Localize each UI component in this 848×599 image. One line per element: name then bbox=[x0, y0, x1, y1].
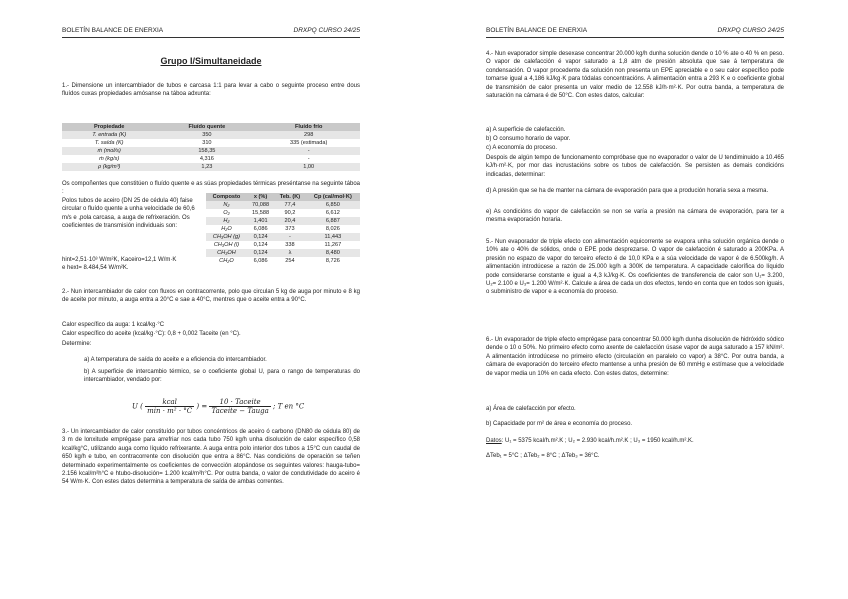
page-header bbox=[486, 26, 784, 38]
question-1-text-3: Polos tubos de aceiro (DN 25 de cédula 40) faise circular o fluído quente a unha velocidade de 60,6 m/s e ,pola carcasa, a auga de refrixeración. Os coeficientes de transmisión individuais son: bbox=[62, 198, 195, 230]
question-5-text: 5.- Nun evaporador de triple efecto con alimentación equicorrente se evapora unha solución orgánica dende o 10% ate o 40% de sólidos, onde o EPE pode desprezarse. O vapor de calefacción é saturado a 200KPa. A presión no espazo de vapor do terceiro efecto é de 10,0 KPa e a súa velocidade de vapor é de 6.500kg/h. A alimentación introdúcese a razón de 25.000 kg/h a 300K de temperatura. A capacidade calorífica do líquido pode considerarse constante e igual a 4,3 kJ/kg·K. Os coeficientes de transferencia de calor son U₁= 3.200, U₂= 2.100 e U₃= 1.200 W/m²·K. Calcule a área de cada un dos efectos, tendo en conta que en todos son iguais, o subministro de vapor e a economía do proceso. bbox=[486, 239, 784, 296]
formula-tail: ; T en °C bbox=[273, 402, 305, 411]
question-2-b: b) A superficie de intercambio térmico, se o coeficiente global U, para o rango de temperaturas do intercambiador, vendado por: bbox=[84, 369, 360, 384]
table-cell: 11,267 bbox=[324, 242, 342, 248]
table-header: x (%) bbox=[247, 193, 274, 201]
table-cell: H₂O bbox=[221, 226, 232, 232]
table-row bbox=[206, 233, 360, 241]
table-row bbox=[206, 249, 360, 257]
question-4-d: d) A presión que se ha de manter na cámara de evaporación para que a produción horaria sexa a mesma. bbox=[486, 188, 769, 194]
table-row bbox=[206, 241, 360, 249]
table-row bbox=[206, 209, 360, 217]
table-cell: 4,316 bbox=[199, 156, 214, 162]
question-4-text-2: Despois de algún tempo de funcionamento compróbase que no evaporador o valor de U tendiminuido a 10.465 kJ/h·m²·K, por mor das incrustacións sobre os tubos de calefacción. Se persisten as demais condicións indicadas, determinar: bbox=[486, 155, 784, 178]
table-cell: CH₃OH bbox=[206, 249, 247, 257]
question-1-coef-1: hint=2,51·10³ W/m²K, Kaceiro=12,1 W/m·K bbox=[62, 257, 177, 263]
table-cell: N₂ bbox=[206, 201, 247, 209]
table-row bbox=[206, 225, 360, 233]
table-header: Composto bbox=[206, 193, 247, 201]
header-left: BOLETÍN BALANCE DE ENERXIA bbox=[486, 27, 588, 34]
question-4-e: e) As condicións do vapor de calefacción se non se varía a presión na cámara de evaporación, para ter a mesma evaporación horaria. bbox=[486, 209, 784, 224]
table-cell: 77,4 bbox=[274, 201, 306, 209]
table-cell: 1,23 bbox=[156, 163, 257, 171]
table-cell: H₂ bbox=[206, 217, 247, 225]
question-4-c: c) A economía do proceso. bbox=[486, 145, 558, 151]
question-2-text: 2.- Nun intercambiador de calor con fluxos en contracorrente, polo que circulan 5 kg de auga por minuto e 8 kg de aceite por minuto, a auga entra a 20°C e sae a 40°C, mentres que o aceite entra a 90°C. bbox=[62, 289, 360, 304]
table-cell: 373 bbox=[285, 226, 295, 232]
question-3-text: 3.- Un intercambiador de calor constituído por tubos concéntricos de aceiro ó carbono (DN80 de cédula 80) de 3 m de lonxitude emprégase para arrefriar nos cada tubo 750 kg/h unha disolución de calor específico 0,58 kcal/kg°C, utilizando auga como líquido refrixerante. A auga entra polo interior dos tubos a 15°C cun caudal de 650 kg/h e tubo, en contracorrente con disolución que entra a 86°C. Nas condicións de operación se teñen determinado experimentalmente os coeficientes de convección atopándose os seguintes valores: hauga-tubo= 2.156 kcal/m²h°C e htubo-disolución= 1.200 kcal/m²h°C. Por outra banda, o valor de condutividade do aceiro é 54 W/m·K. Con estes datos determina a temperatura de saída de ambas correntes. bbox=[62, 429, 360, 486]
table-cell: - bbox=[307, 156, 310, 162]
table-row bbox=[62, 139, 360, 147]
formula-unit-num: kcal bbox=[145, 398, 194, 407]
table-cell: T. saída (K) bbox=[94, 140, 124, 146]
table-header: Propiedade bbox=[62, 123, 156, 131]
table-row bbox=[206, 201, 360, 209]
table-cell: ṁ (kg/s) bbox=[99, 156, 120, 162]
components-table bbox=[206, 193, 360, 265]
formula-num: 10 · Taceite bbox=[209, 398, 270, 407]
question-2-line-3: Calor específico do aceite (kcal/kg·°C): 0,8 + 0,002 Taceite (en °C). bbox=[62, 331, 241, 337]
table-cell: CH₂O bbox=[219, 258, 234, 264]
table-cell: 8,480 bbox=[306, 249, 360, 257]
page-header bbox=[62, 26, 360, 38]
table-cell: - bbox=[257, 147, 360, 155]
question-4-a: a) A superficie de calefacción. bbox=[486, 127, 566, 133]
question-4-b: b) O consumo horario de vapor. bbox=[486, 136, 571, 142]
table-row bbox=[62, 163, 360, 171]
question-6-a: a) Área de calefacción por efecto. bbox=[486, 406, 576, 412]
formula-unit-den: min · m² · °C bbox=[147, 407, 193, 415]
data-label: Datos bbox=[486, 438, 502, 444]
table-cell: 6,887 bbox=[306, 217, 360, 225]
question-1-text: 1.- Dimensione un intercambiador de tubos e carcasa 1:1 para levar a cabo o seguinte proceso entre dous fluídos cuxas propiedades amósanse na táboa adxunta: bbox=[62, 83, 360, 98]
table-cell: 0,124 bbox=[253, 242, 268, 248]
question-1-coef-2: e hext= 8.484,54 W/m²K. bbox=[62, 265, 129, 271]
table-cell: 350 bbox=[156, 131, 257, 139]
question-6-deltas: ΔTeb₁ = 5°C ; ΔTeb₂ = 8°C ; ΔTeb₃ = 36°C. bbox=[486, 453, 600, 459]
table-cell: CH₃OH (l) bbox=[213, 242, 240, 248]
question-2-line-2: Calor específico da auga: 1 kcal/kg·°C bbox=[62, 322, 165, 328]
table-cell: 0,124 bbox=[247, 233, 274, 241]
table-row bbox=[62, 155, 360, 163]
table-cell: 1,00 bbox=[257, 163, 360, 171]
question-4-text: 4.- Nun evaporador simple desexase concentrar 20.000 kg/h dunha solución dende o 10 % ate o 40 % en peso. O vapor de calefacción é vapor saturado a 1,8 atm de presión absoluta que sae á temperatura de condensación. O vapor procedente da solución non presenta un EPE apreciable e o seu calor específico pode tomarse igual a 4,186 kJ/kg·K para tódalas concentracións. A alimentación entra a 293 K e o coeficiente global de transmisión de calor presenta un valor medio de 12.558 kJ/h·m²·K. Por outra banda, a temperatura de saturación na cámara é de 50°C. Con estes datos, calcular: bbox=[486, 51, 784, 100]
table-cell: 6,086 bbox=[253, 258, 268, 264]
table-cell: 6,612 bbox=[325, 210, 340, 216]
question-1-text-2: Os compoñentes que constitúen o fluído quente e as súas propiedades térmicas preséntanse na seguinte táboa : bbox=[62, 181, 360, 196]
formula-lhs: U bbox=[132, 402, 138, 411]
table-cell: 254 bbox=[285, 258, 295, 264]
table-cell: O₂ bbox=[223, 210, 230, 216]
header-right: DRXPQ CURSO 24/25 bbox=[717, 27, 784, 34]
data-values: : U₁ = 5375 kcal/h.m².K ; U₂ = 2.930 kcal/h.m².K ; U₃ = 1950 kcal/h.m².K. bbox=[501, 438, 694, 444]
table-cell: 8,726 bbox=[325, 258, 340, 264]
table-cell: ρ (kg/m³) bbox=[62, 163, 156, 171]
question-2-a: a) A temperatura de saída do aceite e a eficiencia do intercambiador. bbox=[84, 357, 267, 363]
table-row bbox=[206, 217, 360, 225]
question-6-data bbox=[486, 437, 784, 445]
table-cell: 90,2 bbox=[284, 210, 296, 216]
table-cell: T. entrada (K) bbox=[62, 131, 156, 139]
table-row bbox=[206, 257, 360, 265]
table-cell: 11,443 bbox=[306, 233, 360, 241]
header-right: DRXPQ CURSO 24/25 bbox=[293, 27, 360, 34]
table-cell: 0,124 bbox=[247, 249, 274, 257]
table-cell: - bbox=[274, 233, 306, 241]
table-header: Teb. (K) bbox=[274, 193, 306, 201]
table-cell: 158,35 bbox=[156, 147, 257, 155]
table-cell: 310 bbox=[202, 140, 212, 146]
table-cell: CH₃OH (g) bbox=[206, 233, 247, 241]
u-formula: U ( $\frac{\text{kcal}}{\text{min · m² · °C}}$ ) = $\frac{\text{10 · Taceite}}{\text{Taceite − Tauga}}$ ; T en °C bbox=[132, 398, 305, 415]
question-6-text: 6.- Un evaporador de triple efecto emprégase para concentrar 50.000 kg/h dunha disolución de hidróxido sódico dende o 10 o 50%. No primeiro efecto como axente de calefacción úsase vapor de auga saturado a 157 kN/m². A alimentación introdúcese no primeiro efecto (circulación en paralelo co vapor) a 38°C. Por outra banda, a cámara de evaporación do terceiro efecto mantense a unha presión de 60 mmHg e estímase que a velocidade de vapor media un 10% en cada efecto. Con estes datos, determine: bbox=[486, 337, 784, 377]
table-cell: 70,088 bbox=[247, 201, 274, 209]
table-cell: 1,401 bbox=[247, 217, 274, 225]
header-left: BOLETÍN BALANCE DE ENERXIA bbox=[62, 27, 164, 34]
table-header: Fluído frío bbox=[257, 123, 360, 131]
page-title: Grupo I/Simultaneidade bbox=[160, 56, 262, 66]
table-row bbox=[62, 131, 360, 139]
table-cell: 298 bbox=[257, 131, 360, 139]
table-header: Fluído quente bbox=[156, 123, 257, 131]
table-cell: 15,588 bbox=[252, 210, 270, 216]
table-cell: 6,850 bbox=[306, 201, 360, 209]
properties-table bbox=[62, 123, 360, 171]
table-cell: λ bbox=[274, 249, 306, 257]
table-header: Cp (cal/mol·K) bbox=[306, 193, 360, 201]
table-cell: 338 bbox=[285, 242, 295, 248]
table-row bbox=[62, 147, 360, 155]
table-cell: 335 (estimada) bbox=[290, 140, 328, 146]
question-2-line-4: Determine: bbox=[62, 341, 92, 347]
table-cell: 6,086 bbox=[253, 226, 268, 232]
right-page bbox=[424, 0, 848, 599]
table-cell: 8,026 bbox=[325, 226, 340, 232]
table-cell: ṁ (mol/s) bbox=[62, 147, 156, 155]
question-6-b: b) Capacidade por m² de área e economía do proceso. bbox=[486, 421, 633, 427]
table-cell: 20,4 bbox=[274, 217, 306, 225]
formula-den: Taceite − Tauga bbox=[211, 407, 269, 415]
